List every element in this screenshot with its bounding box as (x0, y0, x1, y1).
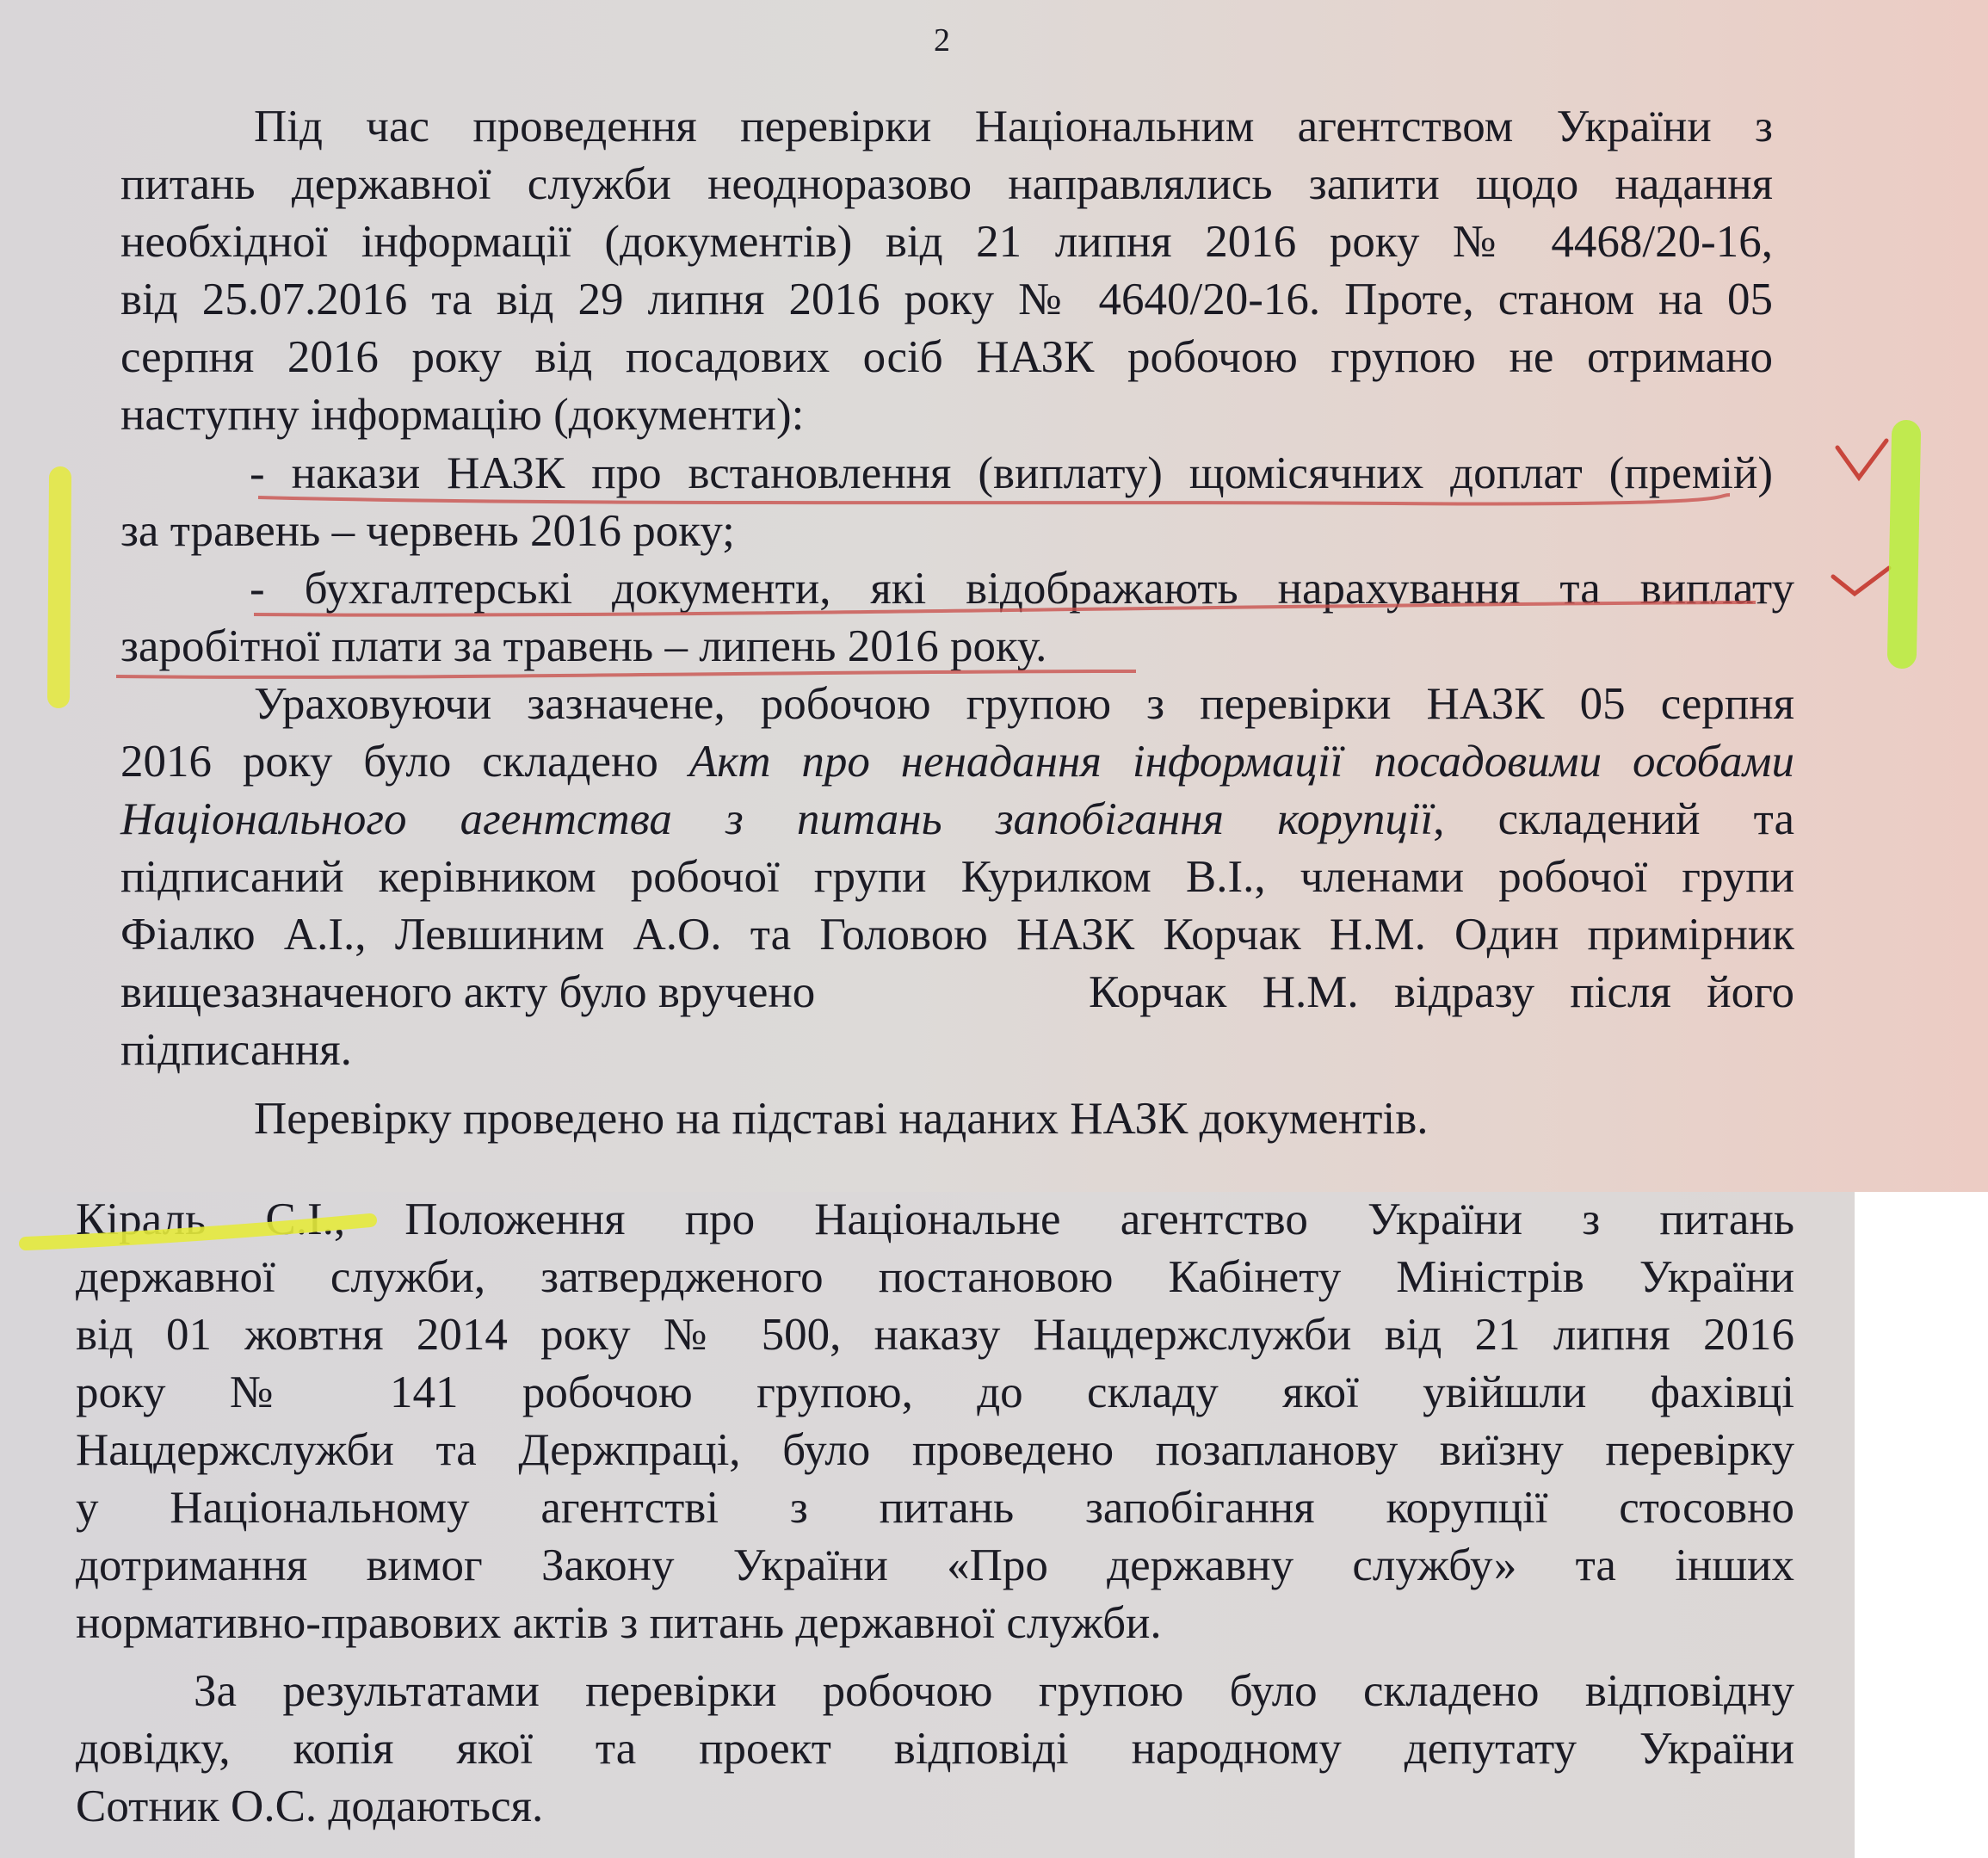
paragraph-3: Перевірку проведено на підставі наданих НАЗК документів. (254, 1094, 1429, 1144)
highlighter-marks (26, 435, 1906, 1244)
paragraph-5-line-2: довідку, копія якої та проект відповіді народному депутату України (76, 1724, 1794, 1774)
paragraph-4-line-3: від 01 жовтня 2014 року № 500, наказу Нацдержслужби від 21 липня 2016 (76, 1310, 1794, 1360)
paragraph-4-line-5: Нацдержслужби та Держпраці, було проведено позапланову виїзну перевірку (76, 1425, 1794, 1475)
paragraph-2-line-1: Ураховуючи зазначене, робочою групою з перевірки НАЗК 05 серпня (254, 679, 1794, 729)
paragraph-2-line-2-text: 2016 року було складено (120, 737, 689, 787)
paragraph-1-line-6: наступну інформацію (документи): (120, 390, 805, 440)
paragraph-1-line-1: Під час проведення перевірки Національним агентством України з (254, 102, 1773, 151)
list-item-1-line-1: - накази НАЗК про встановлення (виплату) щомісячних доплат (премій) (250, 448, 1773, 498)
paragraph-2-line-6-end: Корчак Н.М. відразу після його (1089, 967, 1794, 1017)
paragraph-2-line-6-start: вищезазначеного акту було вручено (120, 967, 816, 1017)
paragraph-4-line-4: року № 141 робочою групою, до складу якої увійшли фахівці (76, 1367, 1794, 1417)
page-number: 2 (934, 22, 950, 59)
red-underline-marks (116, 495, 1756, 677)
red-check-1 (1837, 441, 1886, 478)
green-margin-highlight (1902, 435, 1906, 654)
paragraph-4-line-2: державної служби, затвердженого постановою Кабінету Міністрів України (76, 1252, 1794, 1302)
yellow-margin-highlight (59, 478, 60, 697)
paragraph-2-line-4: підписаний керівником робочої групи Курилком В.І., членами робочої групи (120, 852, 1794, 902)
paragraph-4-line-6: у Національному агентстві з питань запобігання корупції стосовно (76, 1483, 1794, 1533)
yellow-underline-kiral (26, 1220, 370, 1244)
list-item-2-line-1: - бухгалтерські документи, які відображають нарахування та виплату (250, 564, 1794, 614)
act-title-part-1: Акт про ненадання інформації посадовими особами (688, 737, 1794, 787)
paragraph-4-line-1: Кіраль С.І., Положення про Національне агентство України з питань (76, 1194, 1794, 1244)
paragraph-1-line-5: серпня 2016 року від посадових осіб НАЗК робочою групою не отримано (120, 332, 1773, 382)
paragraph-4-line-7: дотримання вимог Закону України «Про державну службу» та інших (76, 1540, 1794, 1590)
paragraph-5-line-3: Сотник О.С. додаються. (76, 1781, 544, 1831)
red-underline-list-item-1 (258, 495, 1730, 503)
red-underline-list-item-2-line-1 (254, 602, 1756, 615)
red-underline-list-item-2-line-2 (116, 671, 1136, 677)
paragraph-5-line-1: За результатами перевірки робочою групою було складено відповідну (194, 1666, 1794, 1716)
paragraph-1-line-3: необхідної інформації (документів) від 21 липня 2016 року № 4468/20-16, (120, 217, 1773, 267)
paragraph-4-line-8: нормативно-правових актів з питань державної служби. (76, 1598, 1162, 1648)
paragraph-2-line-5: Фіалко А.І., Левшиним А.О. та Головою НАЗК Корчак Н.М. Один примірник (120, 910, 1794, 960)
red-check-marks (1833, 441, 1889, 594)
list-item-1-line-2: за травень – червень 2016 року; (120, 506, 735, 556)
paragraph-2-line-3-text: , складений та (1433, 794, 1794, 844)
paragraph-2-line-7: підписання. (120, 1025, 352, 1075)
red-check-2 (1833, 568, 1889, 594)
paragraph-1-line-4: від 25.07.2016 та від 29 липня 2016 року № 4640/20-16. Проте, станом на 05 (120, 275, 1773, 324)
paragraph-1-line-2: питань державної служби неодноразово направлялись запити щодо надання (120, 159, 1773, 209)
act-title-part-2: Національного агентства з питань запобігання корупції (120, 794, 1434, 844)
list-item-2-line-2: заробітної плати за травень – липень 2016 року. (120, 621, 1047, 671)
